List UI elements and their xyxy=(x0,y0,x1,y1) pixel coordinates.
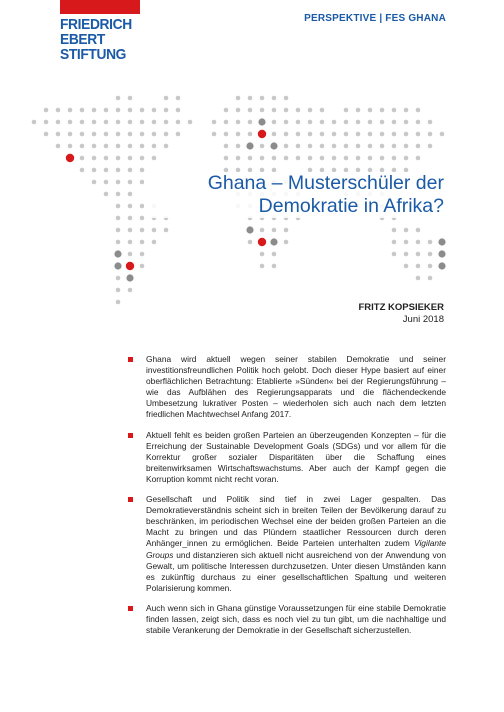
map-dot xyxy=(260,228,265,233)
map-dot xyxy=(248,108,253,113)
map-dot xyxy=(428,276,433,281)
map-dot xyxy=(80,144,85,149)
map-dot xyxy=(308,156,313,161)
map-dot xyxy=(404,156,409,161)
map-dot xyxy=(152,228,157,233)
map-dot xyxy=(236,156,241,161)
map-dot xyxy=(92,168,97,173)
map-dot xyxy=(140,252,145,257)
map-dot xyxy=(284,156,289,161)
map-dot xyxy=(104,144,109,149)
map-dot xyxy=(176,132,181,137)
map-dot xyxy=(152,240,157,245)
map-dot xyxy=(116,168,121,173)
map-dot xyxy=(80,120,85,125)
map-dot xyxy=(128,180,133,185)
map-dot xyxy=(356,132,361,137)
map-dot xyxy=(80,168,85,173)
map-dot xyxy=(92,156,97,161)
map-dot xyxy=(260,252,265,257)
map-dot xyxy=(248,132,253,137)
map-dot xyxy=(392,228,397,233)
map-dot xyxy=(152,120,157,125)
map-dot xyxy=(416,276,421,281)
map-dot xyxy=(296,132,301,137)
map-dot xyxy=(224,108,229,113)
map-dot xyxy=(116,180,121,185)
document-title xyxy=(144,172,444,218)
map-dot xyxy=(284,240,289,245)
map-dot xyxy=(404,108,409,113)
map-dot xyxy=(296,144,301,149)
map-dot xyxy=(416,144,421,149)
map-dot xyxy=(416,240,421,245)
map-dot xyxy=(164,144,169,149)
map-dot xyxy=(224,132,229,137)
map-dot-highlight xyxy=(66,154,74,162)
map-dot xyxy=(272,132,277,137)
map-dot xyxy=(296,120,301,125)
map-dot xyxy=(380,156,385,161)
bullet-square-icon xyxy=(128,606,133,611)
logo-red-bar xyxy=(60,0,140,14)
map-dot xyxy=(246,142,253,149)
map-dot xyxy=(272,120,277,125)
map-dot xyxy=(260,264,265,269)
map-dot xyxy=(404,264,409,269)
publication-date: Juni 2018 xyxy=(402,314,444,325)
map-dot xyxy=(114,250,121,257)
map-dot xyxy=(164,228,169,233)
map-dot xyxy=(236,108,241,113)
map-dot xyxy=(140,228,145,233)
map-dot xyxy=(344,144,349,149)
summary-list xyxy=(128,354,446,645)
map-dot xyxy=(116,120,121,125)
map-dot xyxy=(140,156,145,161)
map-dot xyxy=(392,132,397,137)
map-dot xyxy=(344,156,349,161)
map-dot-highlight xyxy=(126,262,134,270)
map-dot xyxy=(128,144,133,149)
map-dot xyxy=(248,240,253,245)
map-dot xyxy=(164,108,169,113)
map-dot xyxy=(260,144,265,149)
map-dot xyxy=(380,132,385,137)
map-dot xyxy=(308,132,313,137)
list-item-text xyxy=(146,494,446,594)
map-dot xyxy=(236,132,241,137)
map-dot xyxy=(416,132,421,137)
map-dot xyxy=(284,108,289,113)
map-dot xyxy=(56,132,61,137)
map-dot xyxy=(392,144,397,149)
map-dot xyxy=(128,168,133,173)
map-dot xyxy=(104,156,109,161)
map-dot xyxy=(320,120,325,125)
map-dot xyxy=(104,120,109,125)
map-dot xyxy=(116,132,121,137)
map-dot xyxy=(140,144,145,149)
map-dot xyxy=(404,240,409,245)
map-dot xyxy=(320,108,325,113)
map-dot xyxy=(332,144,337,149)
map-dot xyxy=(284,228,289,233)
list-item-text: Aktuell fehlt es beiden großen Parteien an überzeugenden Konzepten – für die Erreichung der Sustainable Development Goals (SDGs) und vor allem für die Korrektur großer sozialer Disparitäten über die Schaffung eines breitenwirksamen Wirtschaftswachstums. Aber auch der Kampf gegen die Korruption kommt nicht recht voran. xyxy=(146,429,446,484)
map-dot xyxy=(428,252,433,257)
map-dot xyxy=(114,262,121,269)
map-dot xyxy=(224,144,229,149)
map-dot xyxy=(248,156,253,161)
map-dot xyxy=(116,276,121,281)
map-dot xyxy=(404,132,409,137)
map-dot xyxy=(296,156,301,161)
map-dot xyxy=(140,132,145,137)
map-dot xyxy=(248,120,253,125)
map-dot xyxy=(224,120,229,125)
map-dot xyxy=(404,120,409,125)
map-dot xyxy=(128,132,133,137)
map-dot xyxy=(272,252,277,257)
map-dot xyxy=(68,120,73,125)
map-dot xyxy=(104,168,109,173)
map-dot xyxy=(284,120,289,125)
map-dot xyxy=(392,108,397,113)
title-line-2: Demokratie in Afrika? xyxy=(258,195,444,217)
map-dot xyxy=(92,120,97,125)
map-dot xyxy=(284,132,289,137)
map-dot xyxy=(368,144,373,149)
map-dot xyxy=(428,144,433,149)
map-dot xyxy=(152,132,157,137)
list-item-text: Auch wenn sich in Ghana günstige Voraussetzungen für eine stabile Demokratie finden lassen, zeigt sich, dass es noch viel zu tun gibt, um die nachhaltige und stabile Verankerung der Demokratie in der Gesellschaft sicherzustellen. xyxy=(146,602,446,636)
map-dot xyxy=(128,252,133,257)
map-dot xyxy=(270,142,277,149)
map-dot xyxy=(356,144,361,149)
map-dot xyxy=(80,156,85,161)
map-dot xyxy=(392,252,397,257)
map-dot xyxy=(404,228,409,233)
list-item xyxy=(128,603,446,636)
map-dot xyxy=(320,132,325,137)
map-dot-highlight xyxy=(258,238,266,246)
title-line-1: Ghana – Musterschüler der xyxy=(207,172,444,194)
map-dot xyxy=(428,132,433,137)
map-dot xyxy=(272,156,277,161)
map-dot xyxy=(176,96,181,101)
map-dot xyxy=(164,132,169,137)
map-dot xyxy=(236,96,241,101)
map-dot xyxy=(236,144,241,149)
map-dot xyxy=(332,132,337,137)
map-dot xyxy=(140,120,145,125)
logo-line-2: EBERT xyxy=(60,31,105,48)
map-dot xyxy=(380,108,385,113)
list-item-italic-term: Vigilante Groups xyxy=(146,538,446,560)
map-dot xyxy=(438,262,445,269)
map-dot xyxy=(344,132,349,137)
map-dot xyxy=(176,108,181,113)
map-dot xyxy=(428,240,433,245)
map-dot xyxy=(428,120,433,125)
map-dot xyxy=(416,120,421,125)
map-dot xyxy=(128,228,133,233)
map-dot xyxy=(116,156,121,161)
map-dot xyxy=(104,108,109,113)
logo-line-3: STIFTUNG xyxy=(60,46,127,63)
map-dot xyxy=(164,120,169,125)
map-dot xyxy=(296,108,301,113)
map-dot xyxy=(104,132,109,137)
map-dot xyxy=(152,108,157,113)
map-dot xyxy=(246,226,253,233)
map-dot xyxy=(140,108,145,113)
map-dot xyxy=(128,120,133,125)
map-dot xyxy=(116,108,121,113)
map-dot xyxy=(380,120,385,125)
map-dot xyxy=(270,238,277,245)
map-dot xyxy=(392,156,397,161)
map-dot xyxy=(152,144,157,149)
map-dot xyxy=(164,96,169,101)
map-dot xyxy=(308,144,313,149)
map-dot xyxy=(344,108,349,113)
map-dot xyxy=(176,120,181,125)
map-dot xyxy=(128,96,133,101)
map-dot xyxy=(116,228,121,233)
map-dot xyxy=(320,156,325,161)
map-dot xyxy=(92,180,97,185)
map-dot xyxy=(56,144,61,149)
list-item-text: Ghana wird aktuell wegen seiner stabilen Demokratie und seiner investitionsfreundlichen Politik hoch gelobt. Doch dieser Hype basiert auf einer oberflächlichen Betrachtung: Etablierte »Sünden« bei der Regierungsführung – wie das Aufblähen des Regierungsapparats und die flächendeckende Umbesetzung lukrativer Posten – wiederholen sich auch nach dem letzten friedlichen Machtwechsel Anfang 2017. xyxy=(146,354,446,420)
list-item xyxy=(128,494,446,594)
map-dot xyxy=(140,240,145,245)
map-dot xyxy=(258,118,265,125)
map-dot xyxy=(128,108,133,113)
map-dot xyxy=(416,108,421,113)
map-dot xyxy=(80,108,85,113)
map-dot xyxy=(404,252,409,257)
map-dot xyxy=(116,288,121,293)
map-dot xyxy=(224,156,229,161)
map-dot xyxy=(368,108,373,113)
map-dot xyxy=(368,132,373,137)
map-dot xyxy=(438,238,445,245)
map-dot xyxy=(116,240,121,245)
map-dot xyxy=(308,108,313,113)
map-dot xyxy=(344,120,349,125)
map-dot xyxy=(32,120,37,125)
map-dot xyxy=(416,252,421,257)
map-dot xyxy=(416,228,421,233)
map-dot xyxy=(392,240,397,245)
fes-logo xyxy=(60,0,140,62)
map-dot xyxy=(128,288,133,293)
map-dot xyxy=(272,108,277,113)
map-dot xyxy=(428,264,433,269)
map-dot xyxy=(44,132,49,137)
map-dot xyxy=(284,144,289,149)
map-dot xyxy=(272,96,277,101)
map-dot xyxy=(128,240,133,245)
map-dot xyxy=(392,120,397,125)
map-dot xyxy=(308,120,313,125)
map-dot xyxy=(152,156,157,161)
map-dot xyxy=(68,108,73,113)
map-dot xyxy=(332,156,337,161)
list-item xyxy=(128,430,446,485)
map-dot xyxy=(128,192,133,197)
map-dot xyxy=(188,120,193,125)
map-dot xyxy=(320,144,325,149)
map-dot xyxy=(92,132,97,137)
map-dot xyxy=(68,132,73,137)
logo-wordmark xyxy=(60,17,134,62)
map-dot xyxy=(236,120,241,125)
map-dot xyxy=(212,132,217,137)
bullet-square-icon xyxy=(128,497,133,502)
map-dot xyxy=(416,264,421,269)
map-dot xyxy=(116,192,121,197)
map-dot-highlight xyxy=(258,130,266,138)
map-dot xyxy=(368,156,373,161)
map-dot xyxy=(116,96,121,101)
map-dot xyxy=(116,144,121,149)
map-dot xyxy=(368,120,373,125)
map-dot xyxy=(128,156,133,161)
map-dot xyxy=(356,156,361,161)
list-item-text-part: und distanzieren sich aktuell nicht ausreichend von der Anwendung von Gewalt, um politische Interessen durchzusetzen. Unter diesen Umständen kann es zukünftig durchaus zu einer gesellschaftlichen Spaltung und weiteren Polarisierung kommen. xyxy=(146,549,446,593)
map-dot xyxy=(380,144,385,149)
map-dot xyxy=(116,216,121,221)
logo-line-1: FRIEDRICH xyxy=(60,16,132,33)
map-dot xyxy=(284,96,289,101)
map-dot xyxy=(116,204,121,209)
map-dot xyxy=(404,144,409,149)
map-dot xyxy=(116,300,121,305)
map-dot xyxy=(260,156,265,161)
map-dot xyxy=(68,144,73,149)
map-dot xyxy=(104,180,109,185)
bullet-square-icon xyxy=(128,433,133,438)
map-dot xyxy=(260,96,265,101)
series-label: PERSPEKTIVE | FES GHANA xyxy=(304,13,446,24)
map-dot xyxy=(356,120,361,125)
map-dot xyxy=(248,96,253,101)
map-dot xyxy=(272,264,277,269)
map-dot xyxy=(56,108,61,113)
map-dot xyxy=(438,250,445,257)
author-block xyxy=(358,302,444,325)
author-name: FRITZ KOPSIEKER xyxy=(358,302,444,313)
map-dot xyxy=(332,120,337,125)
map-dot xyxy=(92,108,97,113)
map-dot xyxy=(128,204,133,209)
map-dot xyxy=(440,132,445,137)
map-dot xyxy=(140,264,145,269)
map-dot xyxy=(56,120,61,125)
map-dot xyxy=(80,132,85,137)
map-dot xyxy=(104,192,109,197)
map-dot xyxy=(44,120,49,125)
map-dot xyxy=(212,120,217,125)
map-dot xyxy=(416,156,421,161)
map-dot xyxy=(356,108,361,113)
map-dot xyxy=(272,228,277,233)
map-dot xyxy=(44,108,49,113)
bullet-square-icon xyxy=(128,357,133,362)
map-dot xyxy=(126,274,133,281)
list-item-text-part: Gesellschaft und Politik sind tief in zwei Lager gespalten. Das Demokratieverständnis scheint sich in breiten Teilen der Bevölkerung darauf zu beschränken, im periodischen Wechsel eine der beiden großen Parteien an die Macht zu bringen und das Plündern staatlicher Ressourcen durch deren Anhänger_innen zu ermöglichen. Beide Parteien unterhalten zudem xyxy=(146,494,446,549)
map-dot xyxy=(260,108,265,113)
map-dot xyxy=(92,144,97,149)
list-item xyxy=(128,354,446,421)
map-dot xyxy=(128,216,133,221)
